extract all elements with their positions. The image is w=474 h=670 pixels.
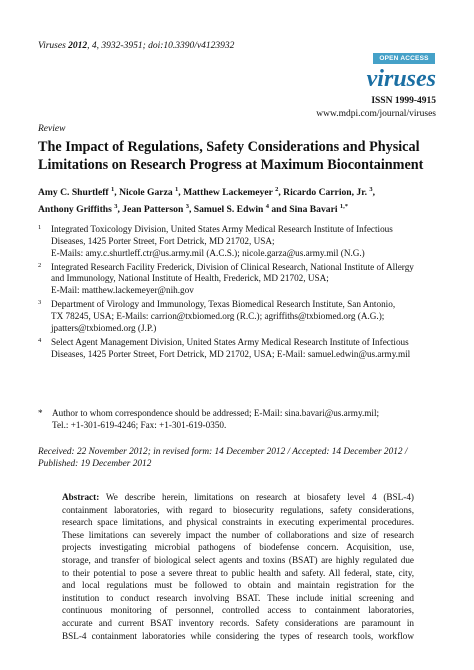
title-line: Limitations on Research Progress at Maximum Biocontainment: [38, 157, 424, 173]
affiliation: [38, 299, 450, 334]
affiliation-number: 1: [38, 224, 42, 231]
affiliation-number: 4: [38, 336, 42, 344]
affiliation-email[interactable]: Diseases, 1425 Porter Street, Fort Detrick, MD 21702, USA; E-Mail: samuel.edwin@us.army.mil: [51, 348, 411, 359]
author-affil: 4: [265, 202, 269, 210]
abstract-line: projects investigating microbial pathogens of biodefense concern. Acquisition, use,: [62, 542, 414, 553]
correspondence-line[interactable]: Author to whom correspondence should be addressed; E-Mail: sina.bavari@us.army.mil;: [52, 408, 380, 418]
affiliation-line: and Immunology, National Institute of Health, Frederick, MD 21702, USA;: [51, 273, 329, 284]
abstract-line: continuous monitoring of personnel, controlled access to containment laboratories,: [62, 605, 414, 616]
abstract-label: Abstract:: [62, 492, 100, 502]
citation-pages-doi: , 3932-3951; doi:10.3390/v4123932: [96, 41, 235, 51]
issn: ISSN 1999-4915: [371, 96, 436, 106]
author-list: [38, 183, 448, 216]
author-affil: 2: [275, 186, 279, 193]
author-affil: 3: [185, 202, 189, 210]
journal-logo: viruses: [366, 66, 436, 92]
open-access-badge: OPEN ACCESS: [373, 53, 435, 64]
author-name: Matthew Lackemeyer: [183, 187, 273, 199]
dates-line: Received: 22 November 2012; in revised form: 14 December 2012 / Accepted: 14 December 2012 /: [38, 447, 408, 457]
abstract-line: institution to conduct research involving BSAT. These include initial screening and: [62, 592, 414, 603]
journal-url[interactable]: www.mdpi.com/journal/viruses: [316, 109, 436, 119]
author-name: Samuel S. Edwin: [193, 203, 264, 215]
author-affil: 3: [114, 202, 118, 210]
affiliation-line: Integrated Toxicology Division, United States Army Medical Research Institute of Infectious: [51, 224, 393, 234]
affiliations: [38, 224, 450, 363]
author-affil: 3: [369, 186, 373, 193]
abstract-line: accurate and current BSAT inventory records. Safety considerations are paramount in: [62, 617, 414, 628]
author-name: Nicole Garza: [119, 187, 173, 199]
correspondence-line: Tel.: +1-301-619-4246; Fax: +1-301-619-0350.: [52, 420, 227, 430]
asterisk-icon: *: [38, 408, 43, 418]
author-affil: 1,*: [339, 202, 349, 210]
abstract-line: Abstract: We describe herein, limitations on research at biosafety level 4 (BSL-4): [62, 492, 414, 502]
affiliation-email[interactable]: E-Mails: amy.c.shurtleff.ctr@us.army.mil (A.C.S.); nicole.garza@us.army.mil (N.G.): [51, 247, 365, 258]
affiliation-email[interactable]: jpatters@txbiomed.org (J.P.): [51, 322, 157, 333]
affiliation: [38, 224, 450, 259]
journal-name: Viruses: [38, 41, 66, 51]
affiliation-line: Select Agent Management Division, United States Army Medical Research Institute of Infectious: [51, 336, 409, 347]
affiliation: [38, 337, 450, 361]
abstract-line: storage, and transfer of biological select agents and toxins (BSAT) are highly regulated due: [62, 554, 414, 565]
author-name: Ricardo Carrion, Jr.: [283, 187, 367, 199]
correspondence-note: [38, 407, 450, 431]
author-affil: 1: [175, 186, 179, 193]
abstract: [62, 491, 414, 642]
abstract-line: BSL-4 containment laboratories while considering the types of research tools, workflow: [62, 630, 414, 641]
author-name: Sina Bavari: [289, 203, 338, 215]
affiliation-line: Diseases, 1425 Porter Street, Fort Detrick, MD 21702, USA;: [51, 235, 275, 246]
affiliation: [38, 262, 450, 297]
citation-volume: 4: [91, 41, 97, 51]
author-line: Amy C. Shurtleff $^1$, Nicole Garza $^1$, Matthew Lackemeyer $^2$, Ricardo Carrion, Jr. $^3$,: [38, 186, 376, 199]
affiliation-line: Integrated Research Facility Frederick, Division of Clinical Research, National Institute of Allergy: [51, 261, 414, 272]
affiliation-number: 2: [38, 261, 42, 269]
author-affil: 1: [111, 186, 115, 193]
author-name: Amy C. Shurtleff: [38, 187, 109, 199]
article-type: Review: [38, 124, 66, 134]
abstract-line: to their potential to pose a severe threat to public health and safety. All federal, state, city,: [62, 567, 414, 578]
title-line: The Impact of Regulations, Safety Considerations and Physical: [38, 139, 420, 155]
publication-dates: [38, 446, 450, 471]
affiliation-number: 3: [38, 299, 42, 307]
author-name: Jean Patterson: [122, 203, 184, 215]
affiliation-email[interactable]: TX 78245, USA; E-Mails: carrion@txbiomed.org (R.C.); agriffiths@txbiomed.org (A.G.);: [51, 310, 385, 321]
abstract-line: and local regulations must be followed to obtain and maintain registration for the: [62, 580, 414, 591]
citation-year: 2012: [68, 41, 88, 51]
abstract-line: research space limitations, and physical constraints in executing experimental procedures.: [62, 517, 414, 528]
affiliation-email[interactable]: E-Mail: matthew.lackemeyer@nih.gov: [51, 285, 194, 296]
abstract-line: containment laboratories, with regard to biosecurity regulations, safety considerations,: [62, 504, 414, 515]
paper-title: [38, 138, 448, 174]
citation-line: Viruses 2012, 4, 3932-3951; doi:10.3390/v4123932: [38, 41, 235, 51]
affiliation-line: Department of Virology and Immunology, Texas Biomedical Research Institute, San Antonio,: [51, 299, 396, 310]
dates-line: Published: 19 December 2012: [38, 459, 152, 470]
abstract-line: These limitations can severely impact the number of collaborations and size of research: [62, 529, 414, 540]
author-name: Anthony Griffiths: [38, 203, 112, 215]
author-line: Anthony Griffiths $^3$, Jean Patterson $^3$, Samuel S. Edwin $^4$ and Sina Bavari $^{1,*}$: [38, 202, 349, 215]
